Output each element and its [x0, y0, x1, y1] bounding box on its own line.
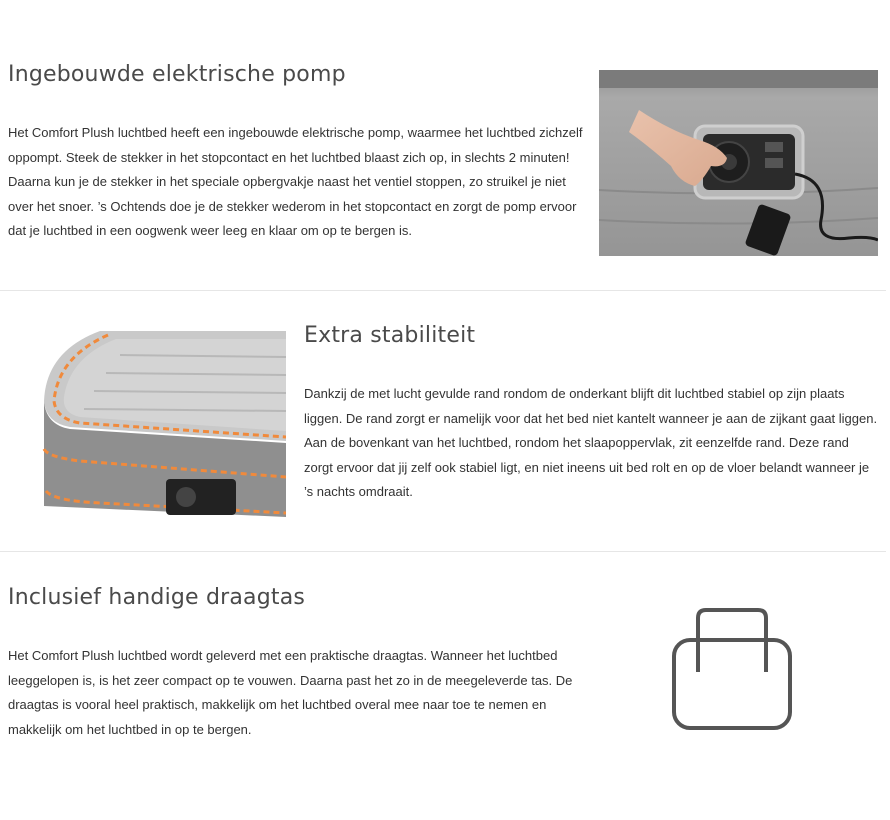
section-title: Inclusief handige draagtas	[8, 585, 306, 610]
bag-icon	[670, 608, 794, 732]
section-carry-bag	[0, 552, 886, 820]
section-extra-stability	[0, 291, 886, 551]
airbed-edge-photo	[40, 331, 286, 517]
section-text: Het Comfort Plush luchtbed heeft een ingebouwde elektrische pomp, waarmee het luchtbed zichzelf oppompt. Steek de stekker in het stopcontact en het luchtbed blaast zich op, in slechts 2 minuten! Daarna kun je de stekker in het speciale opbergvakje naast het ventiel stoppen, zo struikel je niet over het snoer. ’s Ochtends doe je de stekker wederom in het stopcontact en zorgt de pomp ervoor dat je luchtbed in een oogwenk weer leeg en klaar om op te bergen is.	[8, 125, 583, 239]
section-text: Dankzij de met lucht gevulde rand rondom de onderkant blijft dit luchtbed stabiel op zijn plaats liggen. De rand zorgt er namelijk voor dat het bed niet kantelt wanneer je aan de zijkant gaat liggen. Aan de bovenkant van het luchtbed, rondom het slaapoppervlak, zit eenzelfde rand. Deze rand zorgt ervoor dat jij zelf ook stabiel ligt, en niet ineens uit bed rolt en op de vloer belandt wanneer je ’s nachts omdraait.	[304, 386, 878, 500]
hand-on-pump-photo	[599, 70, 878, 256]
section-text: Het Comfort Plush luchtbed wordt geleverd met een praktische draagtas. Wanneer het luchtbed leeggelopen is, is het zeer compact op te vouwen. Daarna past het zo in de meegeleverde tas. De draagtas is vooral heel praktisch, makkelijk om het luchtbed overal mee naar toe te nemen en makkelijk om het luchtbed in op te bergen.	[8, 648, 573, 737]
section-electric-pump	[0, 0, 886, 290]
section-title: Extra stabiliteit	[304, 323, 476, 348]
section-title: Ingebouwde elektrische pomp	[8, 62, 346, 87]
